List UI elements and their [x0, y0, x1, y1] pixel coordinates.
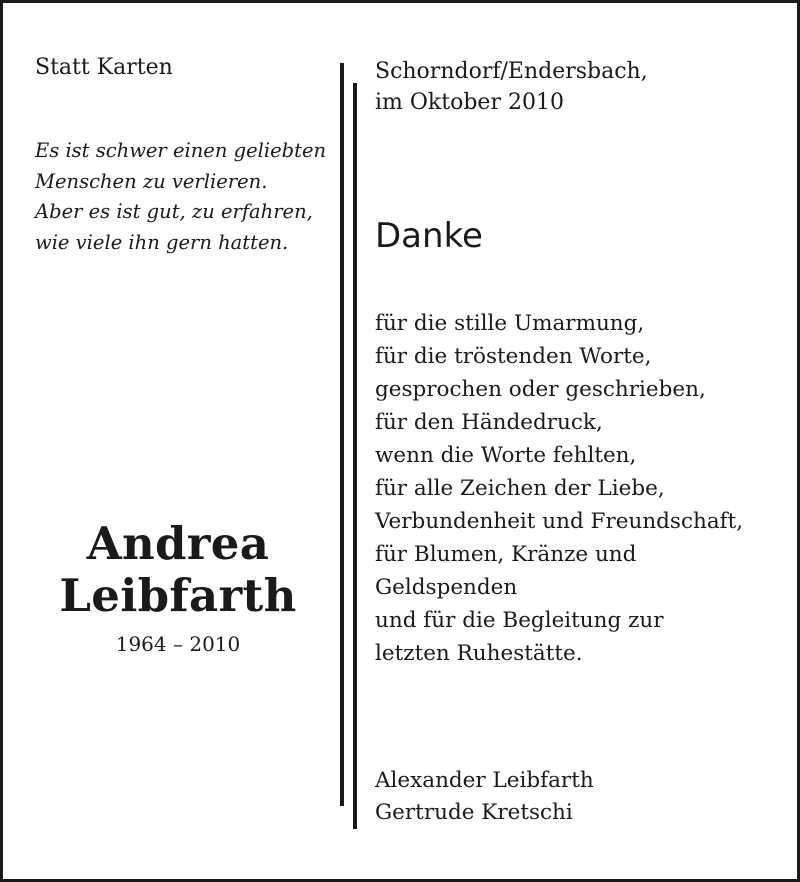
life-years: 1964 – 2010: [115, 632, 241, 656]
thanks-line: für die stille Umarmung,: [375, 311, 645, 336]
signature-name: Alexander Leibfarth: [375, 768, 594, 793]
signatures: [375, 765, 594, 829]
thanks-line: letzten Ruhestätte.: [375, 641, 583, 666]
thanks-line: für den Händedruck,: [375, 410, 603, 435]
statt-karten-label: Statt Karten: [35, 55, 173, 80]
quote-line: wie viele ihn gern hatten.: [35, 230, 289, 254]
thanks-line: Geldspenden: [375, 575, 518, 600]
thanks-line: und für die Begleitung zur: [375, 608, 664, 633]
divider-line-right: [353, 83, 357, 829]
divider-line-left: [340, 63, 344, 806]
signature-name: Gertrude Kretschi: [375, 800, 573, 825]
place-text: Schorndorf/Endersbach,: [375, 59, 648, 84]
thanks-line: wenn die Worte fehlten,: [375, 443, 637, 468]
quote-line: Es ist schwer einen geliebten: [35, 139, 327, 162]
thanks-line: gesprochen oder geschrieben,: [375, 377, 706, 402]
deceased-name-block: [23, 518, 333, 656]
memorial-quote: [35, 136, 326, 258]
thanks-line: Verbundenheit und Freundschaft,: [375, 509, 744, 534]
quote-line: Menschen zu verlieren.: [35, 169, 268, 193]
place-date: [375, 56, 648, 118]
deceased-last-name: Leibfarth: [59, 569, 297, 622]
deceased-first-name: Andrea: [86, 517, 270, 570]
thanks-text: [375, 307, 743, 670]
thanks-line: für Blumen, Kränze und: [375, 542, 637, 567]
thanks-line: für alle Zeichen der Liebe,: [375, 476, 665, 501]
quote-line: Aber es ist gut, zu erfahren,: [35, 200, 313, 223]
danke-heading: Danke: [375, 216, 483, 256]
date-text: im Oktober 2010: [375, 90, 564, 115]
thanks-line: für die tröstenden Worte,: [375, 344, 652, 369]
